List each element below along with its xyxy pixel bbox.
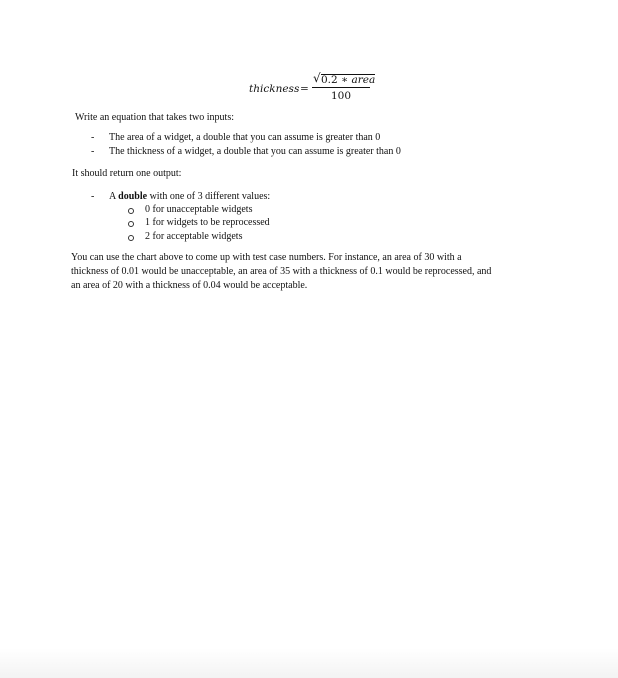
output-suffix: with one of 3 different values:	[147, 191, 271, 202]
output-item	[109, 190, 270, 203]
numerator-variable: area	[351, 74, 376, 86]
output-prefix: A	[109, 191, 119, 202]
fraction-bar	[312, 87, 370, 88]
output-type: double	[118, 191, 148, 202]
dash-bullet: -	[91, 191, 95, 202]
paragraph-line: an area of 20 with a thickness of 0.04 would be acceptable.	[71, 280, 308, 291]
paragraph-line: You can use the chart above to come up with test case numbers. For instance, an area of 30 with a	[71, 252, 462, 263]
circle-bullet	[128, 208, 134, 214]
circle-bullet	[128, 221, 134, 227]
equation-denominator: 100	[330, 90, 352, 102]
output-value-0: 0 for unacceptable widgets	[145, 204, 253, 215]
output-value-2: 2 for acceptable widgets	[145, 231, 243, 242]
dash-bullet: -	[91, 146, 95, 157]
sqrt-symbol: √	[313, 71, 321, 85]
inputs-intro: Write an equation that takes two inputs:	[75, 112, 235, 123]
output-value-1: 1 for widgets to be reprocessed	[145, 217, 270, 228]
numerator-constant: 0.2	[321, 74, 338, 86]
numerator-operator: ∗	[337, 74, 352, 86]
input-item-thickness: The thickness of a widget, a double that you can assume is greater than 0	[109, 146, 401, 157]
test-case-paragraph	[71, 251, 551, 293]
equation-radicand	[321, 74, 375, 86]
dash-bullet: -	[91, 132, 95, 143]
equation-equals: =	[300, 83, 309, 95]
page-bottom-shadow	[0, 648, 618, 678]
paragraph-line: thickness of 0.01 would be unacceptable, an area of 35 with a thickness of 0.1 would be reprocessed, and	[71, 266, 492, 277]
equation-fraction	[312, 70, 376, 106]
circle-bullet	[128, 235, 134, 241]
output-intro: It should return one output:	[72, 168, 182, 179]
input-item-area: The area of a widget, a double that you can assume is greater than 0	[109, 132, 381, 143]
equation-lhs: thickness	[249, 83, 300, 95]
